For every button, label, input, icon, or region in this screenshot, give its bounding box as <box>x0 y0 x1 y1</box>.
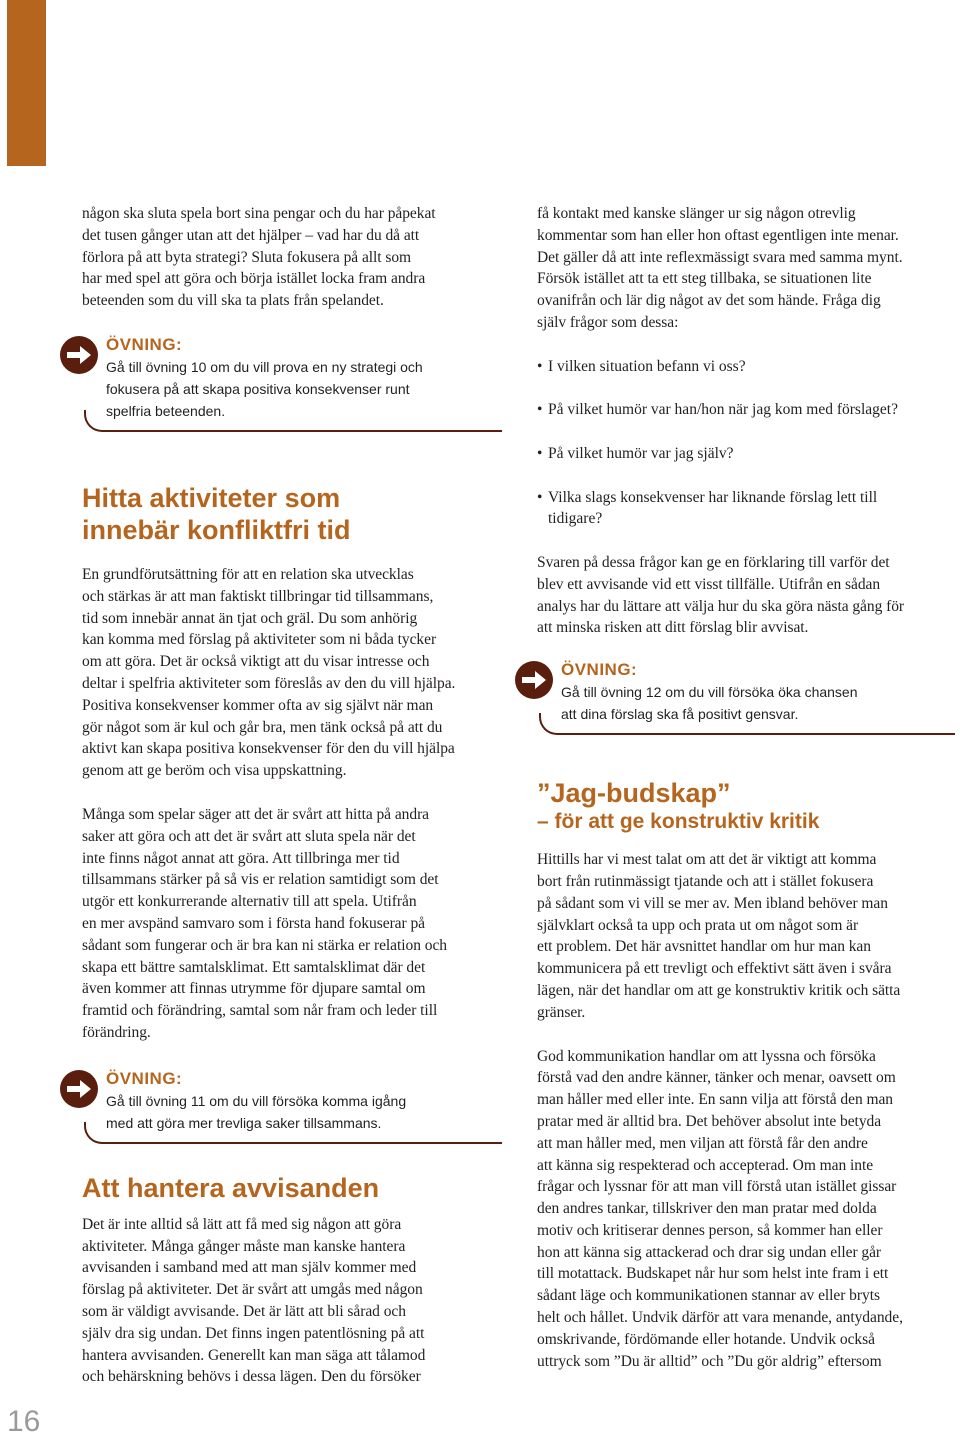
exercise-text: Gå till övning 11 om du vill försöka komma igång med att göra mer trevliga saker tillsammans. <box>106 1092 407 1131</box>
right-column <box>537 203 955 1372</box>
question-list <box>537 356 955 530</box>
answer-paragraph: Svaren på dessa frågor kan ge en förklaring till varför det blev ett avvisande vid ett visst tillfälle. Utifrån en sådan analys har du lättare att välja hur du ska göra nästa gång för att minska risken att ditt förslag blir avvisat. <box>537 553 905 637</box>
exercise-text: Gå till övning 12 om du vill försöka öka chansen att dina förslag ska få positivt gensvar. <box>561 684 858 723</box>
exercise-title: ÖVNING: <box>561 660 638 680</box>
section-heading-activities: Hitta aktiviteter som innebär konfliktfri tid <box>82 482 351 545</box>
exercise-title: ÖVNING: <box>106 1068 183 1088</box>
arrow-right-icon <box>515 661 553 699</box>
activities-paragraph-1: En grundförutsättning för att en relation ska utvecklas och stärkas är att man faktiskt tillbringar tid tillsammans, tid som innebär annat än tjat och gräl. Du som anhörig kan komma med förslag på aktiviteter som ni båda tycker om att göra. Det är också viktigt att du visar intresse och deltar i spelfria aktiviteter som föreslås av den du vill hjälpa. Positiva konsekvenser kommer ofta av sig självt när man gör något som är kul och går bra, men tänk också på att du aktivt kan skapa positiva konsekvenser för den du vill hjälpa genom att ge beröm och visa uppskattning. <box>82 565 456 780</box>
exercise-title: ÖVNING: <box>106 334 183 354</box>
activities-paragraph-2: Många som spelar säger att det är svårt att hitta på andra saker att göra och att det är svårt att sluta spela när det inte finns något annat att göra. Att tillbringa mer tid tillsammans stärker på så vis er relation samtidigt som det utgör ett konkurrerande alternativ till att spela. Utifrån en mer avspänd samvaro som i första hand fokuserar på sådant som fungerar och är bra kan ni stärka er relation och skapa ett bättre samtalsklimat. Ett samtalsklimat där det även kommer att finnas utrymme för djupare samtal om framtid och förändring, samtal som når fram och leder till förändring. <box>82 805 447 1041</box>
right-intro-paragraph: få kontakt med kanske slänger ur sig någon otrevlig kommentar som han eller hon oftast egentligen inte menar. Det gäller då att inte reflexmässigt svara med samma mynt. Försök istället att ta ett steg tillbaka, se situationen lite ovanifrån och lär dig något av det som hände. Fråga dig själv frågor som dessa: <box>537 205 903 331</box>
exercise-box-12 <box>537 659 955 735</box>
exercise-frame <box>84 1122 502 1144</box>
arrow-right-icon <box>60 336 98 374</box>
section-heading-rejections: Att hantera avvisanden <box>82 1172 380 1203</box>
section-subheading-i-messages: – för att ge konstruktiv kritik <box>537 810 820 834</box>
question-item: • På vilket humör var han/hon när jag kom med förslaget? <box>537 399 955 421</box>
question-item: • Vilka slags konsekvenser har liknande förslag lett till tidigare? <box>537 487 955 531</box>
exercise-text: Gå till övning 10 om du vill prova en ny strategi och fokusera på att skapa positiva konsekvenser runt spelfria beteenden. <box>106 358 423 419</box>
exercise-frame <box>84 410 502 432</box>
exercise-box-11 <box>82 1068 502 1144</box>
arrow-right-icon <box>60 1070 98 1108</box>
exercise-frame <box>539 713 955 735</box>
question-item: • I vilken situation befann vi oss? <box>537 356 955 378</box>
rejections-paragraph: Det är inte alltid så lätt att få med sig någon att göra aktiviteter. Många gånger måste man kanske hantera avvisanden i samband med att man själv kommer med förslag på aktiviteter. Det är svårt att umgås med någon som är väldigt avvisande. Det är lätt att bli sårad och själv dra sig undan. Det finns ingen patentlösning på att hantera avvisanden. Generellt kan man säga att tålamod och behärskning behövs i dessa lägen. Den du försöker <box>82 1215 426 1386</box>
i-messages-paragraph-1: Hittills har vi mest talat om att det är viktigt att komma bort från rutinmässigt tjatande och att i stället fokusera på sådant som vi vill se mer av. Men ibland behöver man självklart också ta upp och prata ut om något som är ett problem. Det här avsnittet handlar om hur man kan kommunicera på ett trevligt och effektivt sätt även i svåra lägen, när det handlar om att ge konstruktiv kritik och sätta gränser. <box>537 851 901 1021</box>
question-item: • På vilket humör var jag själv? <box>537 443 955 465</box>
section-heading-i-messages: ”Jag-budskap” <box>537 778 731 809</box>
page-number: 16 <box>7 1405 41 1438</box>
exercise-box-10 <box>82 334 502 432</box>
left-column <box>82 203 502 1388</box>
sidebar-color-bar <box>7 0 46 166</box>
left-intro-paragraph: någon ska sluta spela bort sina pengar och du har påpekat det tusen gånger utan att det hjälper – vad har du då att förlora på att byta strategi? Sluta fokusera på allt som har med spel att göra och börja istället locka fram andra beteenden som du vill ska ta plats från spelandet. <box>82 205 436 310</box>
i-messages-paragraph-2: God kommunikation handlar om att lyssna och försöka förstå vad den andre känner, tänker och menar, oavsett om man håller med eller inte. En sann vilja att förstå den man pratar med är alltid bra. Det behöver absolut inte betyda att man håller med, men viljan att förstå får den andre att känna sig respekterad och accepterad. Om man inte frågar och lyssnar för att man vill förstå utan istället gissar den andres tankar, tillskriver den man pratar med dolda motiv och kritiserar dennes person, så kommer han eller hon att känna sig attackerad och drar sig undan eller går till motattack. Budskapet når hur som helst inte fram i ett sådant läge och kommunikationen stannar av eller bryts helt och hållet. Undvik därför att vara menande, antydande, omskrivande, fördömande eller hotande. Undvik också uttryck som ”Du är alltid” och ”Du gör aldrig” eftersom <box>537 1047 903 1370</box>
